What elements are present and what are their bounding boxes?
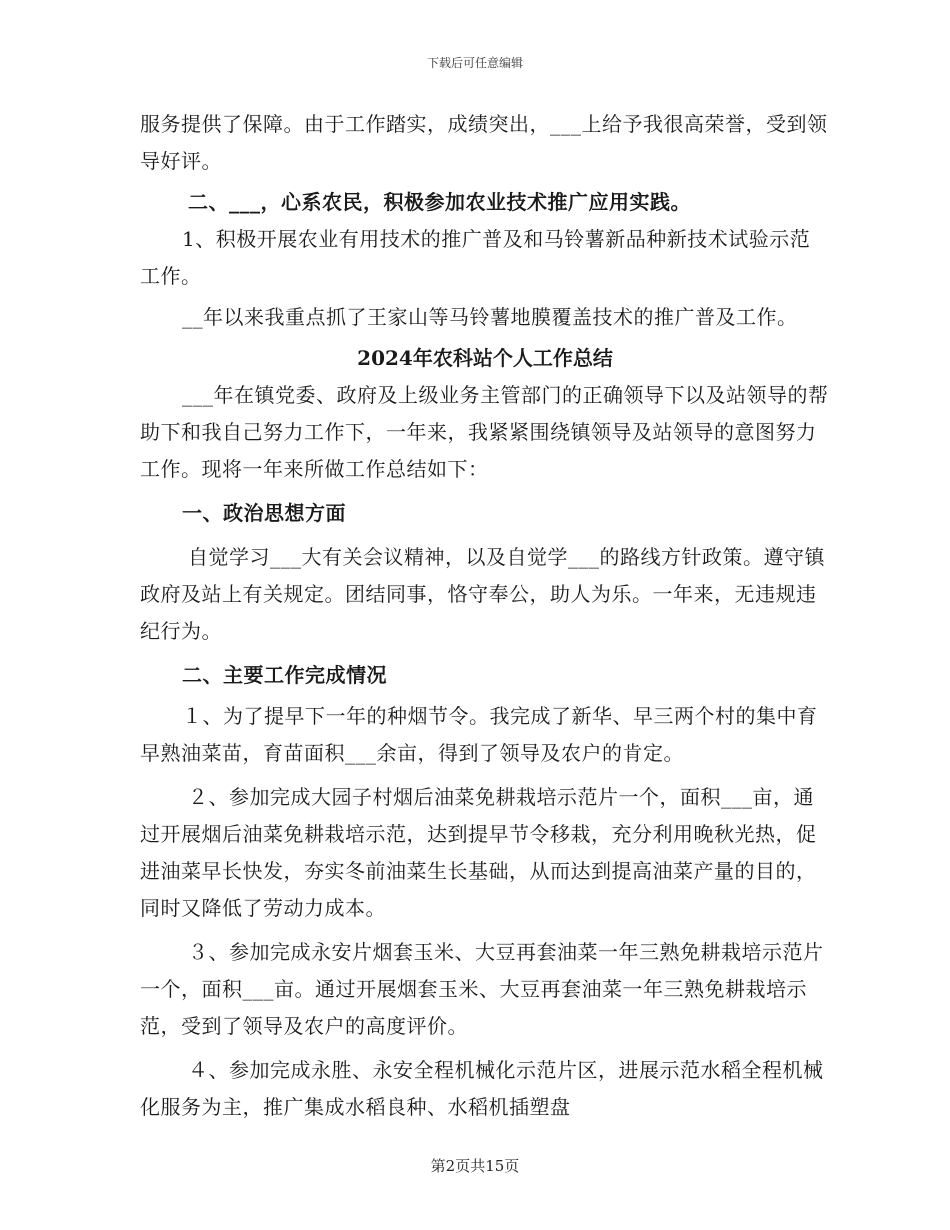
work-item-3: ３、参加完成永安片烟套玉米、大豆再套油菜一年三熟免耕栽培示范片一个，面积___亩。通过开展烟套玉米、大豆再套油菜一年三熟免耕栽培示范，受到了领导及农户的高度评价。 (140, 940, 824, 1038)
work-item-1: １、为了提早下一年的种烟节令。我完成了新华、早三两个村的集中育早熟油菜苗，育苗面积___余亩，得到了领导及农户的肯定。 (140, 704, 818, 765)
section-heading-2b: 二、主要工作完成情况 (182, 663, 387, 687)
header-note: 下载后可任意编辑 (426, 56, 523, 70)
section-heading-1: 一、政治思想方面 (182, 501, 346, 525)
paragraph-political: 自觉学习___大有关会议精神，以及自觉学___的路线方针政策。遵守镇政府及站上有关规定。团结同事，恪守奉公，助人为乐。一年来，无违规违纪行为。 (140, 545, 825, 643)
paragraph-intro: ___年在镇党委、政府及上级业务主管部门的正确领导下以及站领导的帮助下和我自己努力工作下，一年来，我紧紧围绕镇领导及站领导的意图努力工作。现将一年来所做工作总结如下： (140, 383, 829, 481)
work-item-4: ４、参加完成永胜、永安全程机械化示范片区，进展示范水稻全程机械化服务为主，推广集成水稻良种、水稻机插塑盘 (140, 1058, 824, 1119)
paragraph-continued: 服务提供了保障。由于工作踏实，成绩突出，___上给予我很高荣誉，受到领导好评。 (140, 112, 828, 173)
paragraph-wangjiashan: __年以来我重点抓了王家山等马铃薯地膜覆盖技术的推广普及工作。 (182, 305, 798, 329)
section-heading-2a: 二、___，心系农民，积极参加农业技术推广应用实践。 (188, 190, 691, 214)
paragraph-item-1-potato: 1、积极开展农业有用技术的推广普及和马铃薯新品种新技术试验示范工作。 (140, 227, 811, 288)
work-item-2: ２、参加完成大园子村烟后油菜免耕栽培示范片一个，面积___亩，通过开展烟后油菜免耕栽培示范，达到提早节令移栽，充分利用晚秋光热，促进油菜早长快发，夯实冬前油菜生长基础，从而达到提高油菜产量的目的，同时又降低了劳动力成本。 (140, 785, 817, 920)
document-body (140, 106, 830, 1126)
page-number: 第2页共15页 (430, 1157, 520, 1175)
document-title: 2024年农科站个人工作总结 (357, 346, 613, 370)
